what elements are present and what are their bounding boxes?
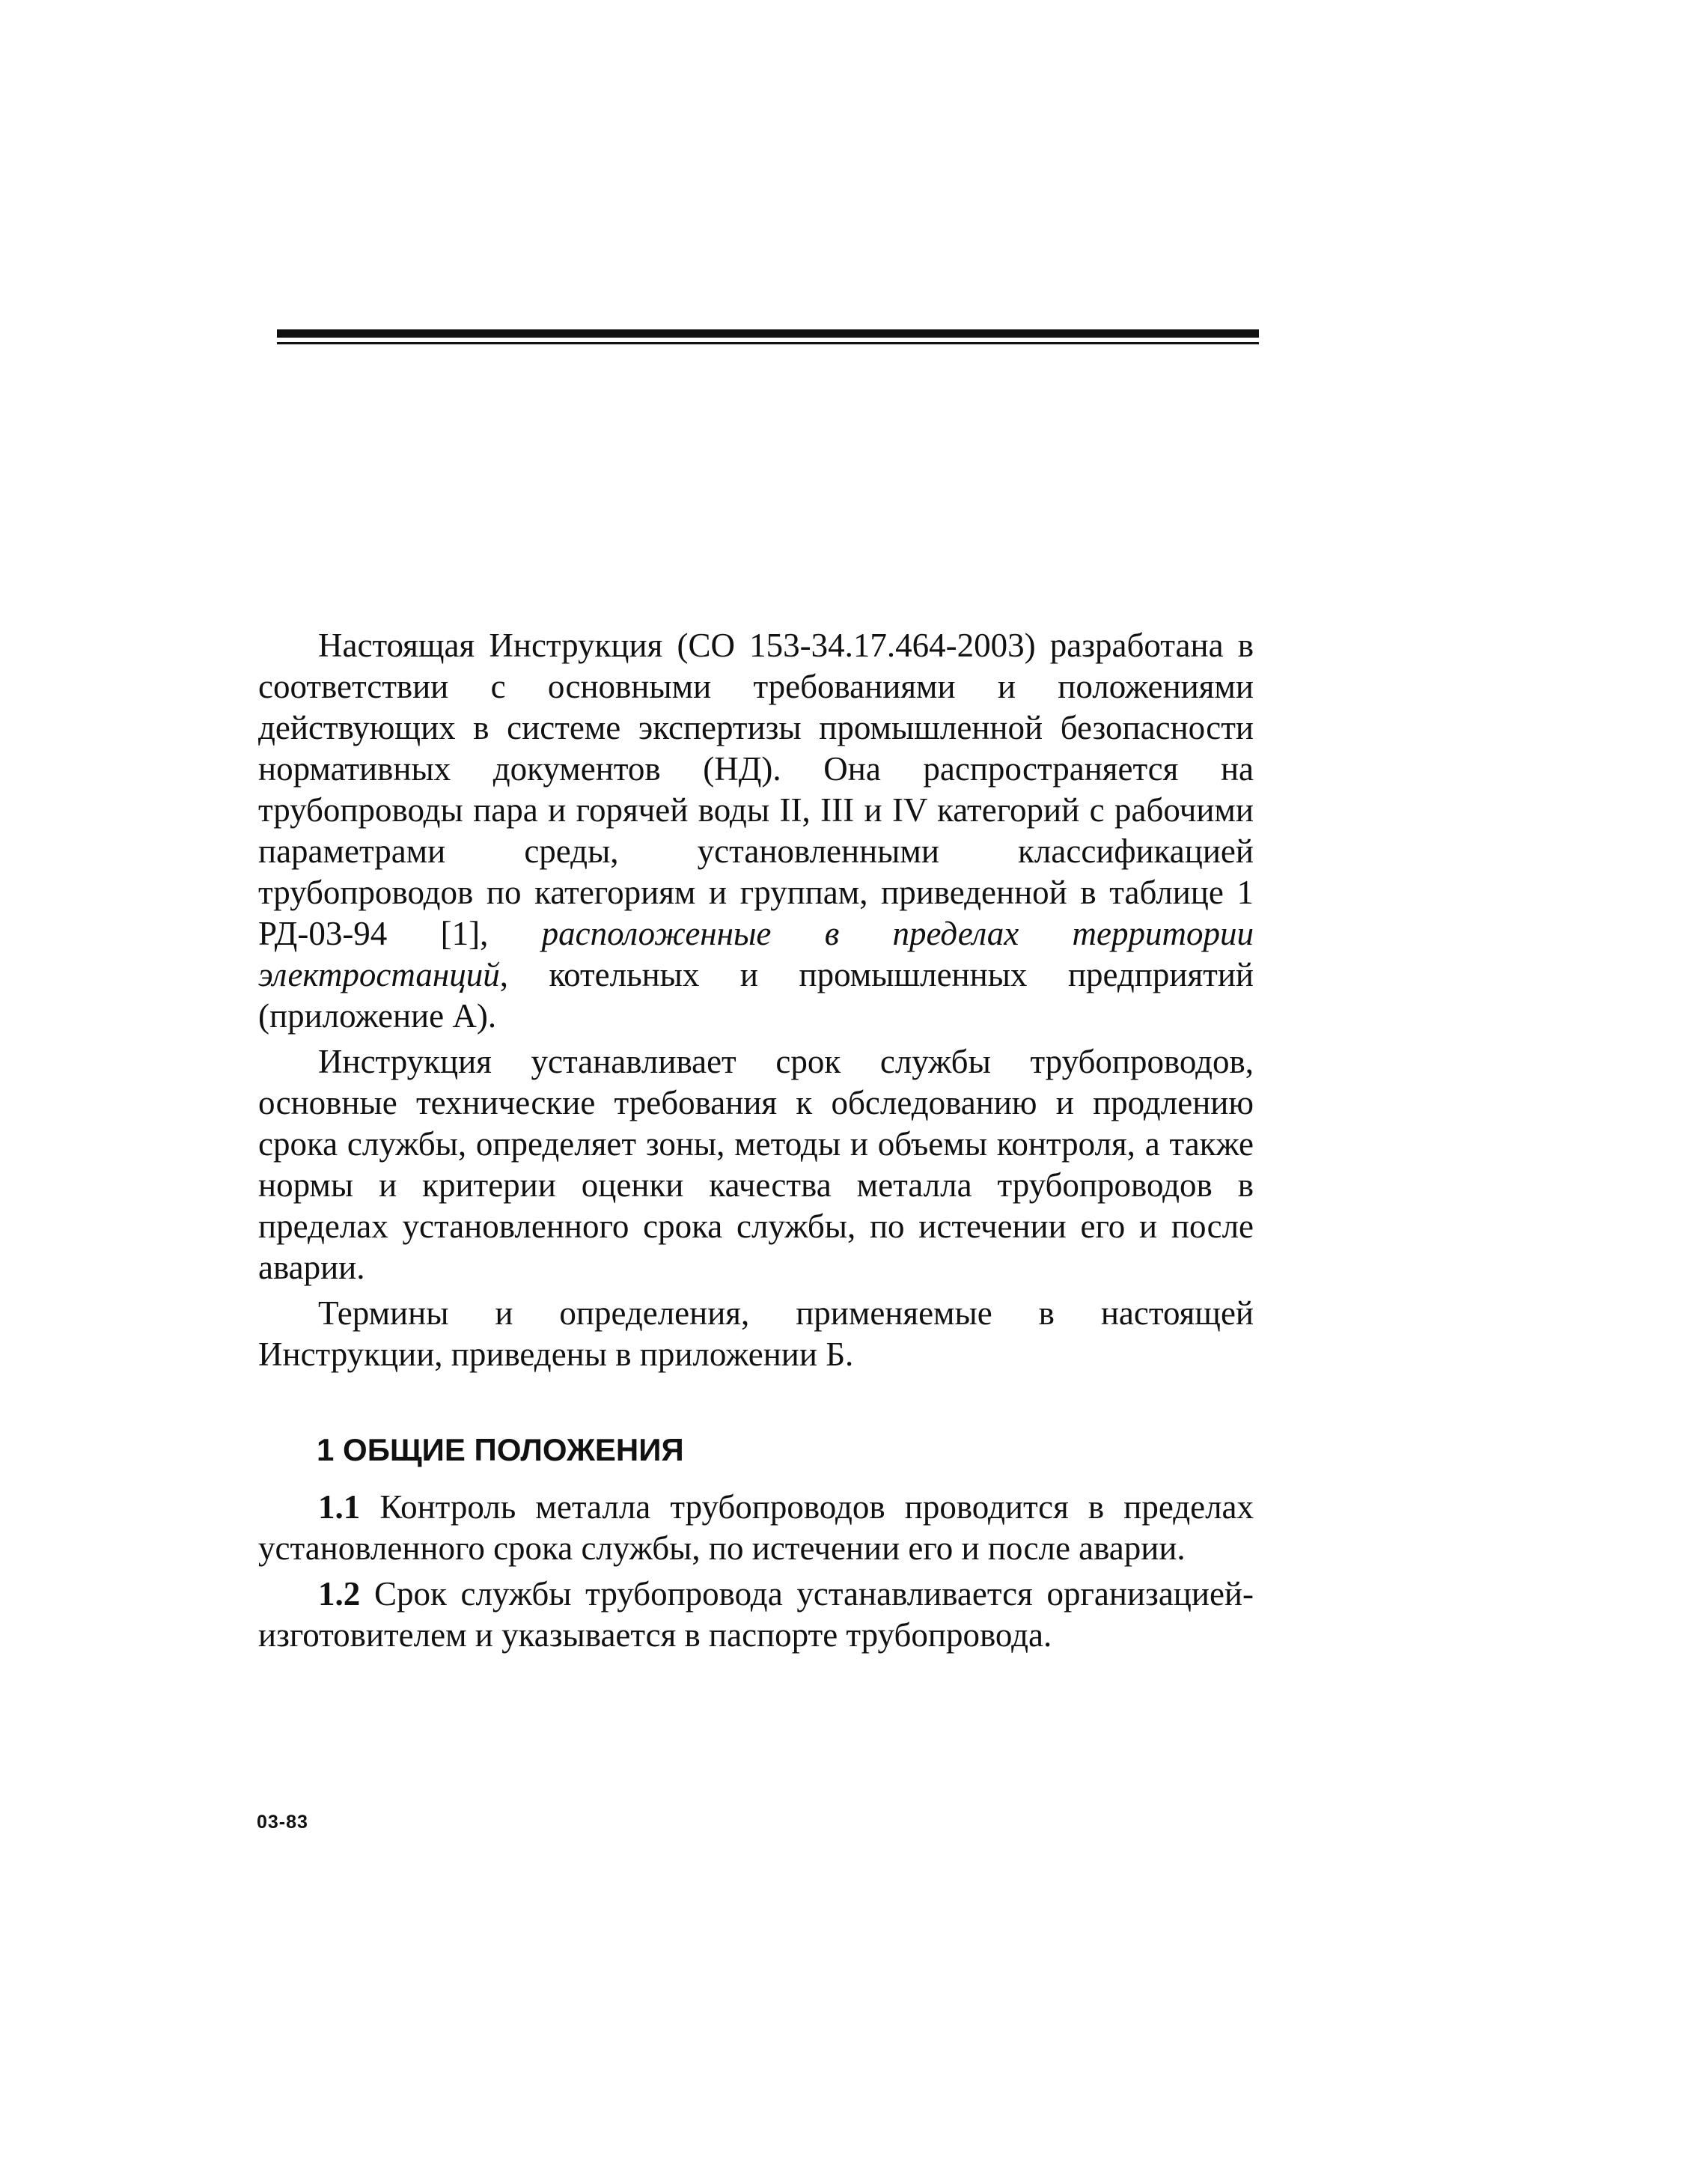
item-number: 1.1 bbox=[318, 1488, 361, 1526]
document-body bbox=[258, 625, 1254, 1660]
section-item-1-2 bbox=[258, 1574, 1254, 1656]
intro-paragraph-3: Термины и определения, применяемые в настоящей Инструкции, приведены в приложении Б. bbox=[258, 1294, 1254, 1373]
intro-paragraph-1-italic: расположенные в пределах территории электростанций bbox=[258, 915, 1254, 993]
item-text: Контроль металла трубопроводов проводится в пределах установленного срока службы, по истечении его и после аварии. bbox=[258, 1488, 1254, 1567]
page-code: 03-83 bbox=[257, 1812, 308, 1833]
section-item-1-1 bbox=[258, 1487, 1254, 1569]
intro-paragraph-2: Инструкция устанавливает срок службы трубопроводов, основные технические требования к обследованию и продлению срока службы, определяет зоны, методы и объемы контроля, а также нормы и критерии оценки качества металла трубопроводов в пределах установленного срока службы, по истечении его и после аварии. bbox=[258, 1043, 1254, 1286]
intro-paragraph-1-text-a: Настоящая Инструкция (СО 153-34.17.464-2003) разработана в соответствии с основными требованиями и положениями действующих в системе экспертизы промышленной безопасности нормативных документов (НД). Она распространяется на трубопроводы пара и горячей воды II, III и IV категорий с рабочими параметрами среды, установленными классификацией трубопроводов по категориям и группам, приведенной в таблице 1 РД-03-94 [1], bbox=[258, 627, 1254, 952]
header-rule-thick bbox=[277, 329, 1259, 338]
item-number: 1.2 bbox=[318, 1575, 361, 1613]
header-rule-thin bbox=[277, 342, 1259, 344]
header-double-rule bbox=[277, 329, 1259, 344]
intro-paragraph-1-text-b: , котельных и промышленных предприятий (приложение А). bbox=[258, 956, 1254, 1035]
intro-paragraph-1 bbox=[258, 625, 1254, 1037]
section-heading: 1 ОБЩИЕ ПОЛОЖЕНИЯ bbox=[317, 1432, 684, 1467]
item-text: Срок службы трубопровода устанавливается организацией-изготовителем и указывается в паспорте трубопровода. bbox=[258, 1575, 1254, 1654]
